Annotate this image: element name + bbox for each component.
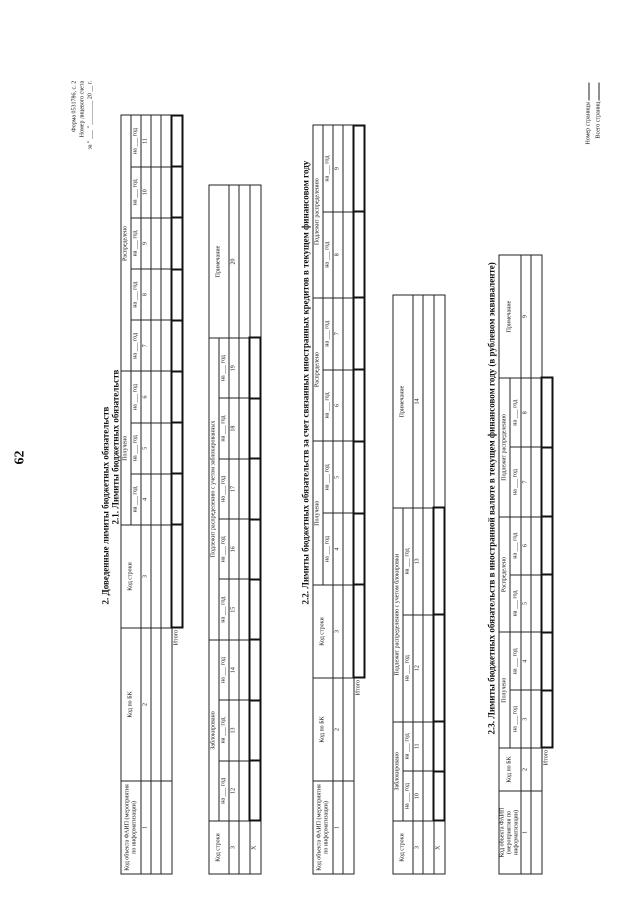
input-cell[interactable] — [531, 447, 542, 516]
page-label: Номер страницы — [585, 101, 592, 145]
input-cell[interactable] — [151, 320, 161, 371]
th-row: Код строки — [393, 821, 413, 874]
th-received: Получено — [121, 371, 131, 525]
col-num: 20 — [229, 185, 239, 338]
th-year: на ___ год — [131, 423, 141, 474]
total-label: Итого — [173, 630, 180, 646]
input-cell[interactable] — [542, 517, 553, 575]
input-cell[interactable] — [343, 585, 354, 678]
table-row — [423, 295, 434, 874]
input-cell[interactable] — [250, 640, 261, 700]
input-cell[interactable] — [172, 525, 183, 628]
input-cell[interactable] — [250, 519, 261, 579]
th-year: на ___ год — [323, 212, 333, 298]
col-num: 1 — [333, 781, 343, 874]
col-num: 8 — [521, 378, 531, 447]
input-cell[interactable] — [354, 298, 365, 370]
input-cell[interactable] — [250, 338, 261, 398]
input-cell[interactable] — [434, 771, 445, 821]
section2-title: 2. Доведенные лимиты бюджетных обязательств — [100, 406, 111, 605]
th-year: на ___ год — [323, 126, 333, 212]
input-cell[interactable] — [151, 218, 161, 269]
input-cell[interactable] — [161, 167, 172, 218]
col-num: 5 — [333, 441, 343, 513]
input-cell[interactable] — [239, 761, 250, 821]
input-cell[interactable] — [434, 295, 445, 508]
th-kbk: Код по БК — [313, 678, 333, 781]
col-num: 4 — [141, 474, 151, 525]
col-num: 12 — [413, 615, 423, 722]
input-cell[interactable] — [542, 447, 553, 516]
col-num: 3 — [229, 821, 239, 874]
col-num: 5 — [141, 423, 151, 474]
th-year: на ___ год — [219, 459, 229, 519]
input-cell[interactable] — [161, 525, 172, 628]
col-num: 11 — [141, 116, 151, 167]
th-year: на ___ год — [131, 218, 141, 269]
th-year: на ___ год — [510, 517, 521, 575]
input-cell[interactable] — [354, 441, 365, 513]
col-num: 1 — [141, 781, 151, 874]
col-num: 8 — [141, 269, 151, 320]
input-cell[interactable] — [423, 295, 434, 508]
th-year: на ___ год — [131, 474, 141, 525]
th-kbk: Код по БК — [121, 628, 141, 781]
input-cell[interactable] — [423, 771, 434, 821]
th-blocked: Заблокировано — [209, 640, 219, 821]
th-distribution: Распределено — [121, 116, 131, 372]
th-year: на ___ год — [131, 371, 141, 422]
input-cell[interactable] — [343, 126, 354, 212]
input-cell[interactable] — [423, 508, 434, 615]
input-cell[interactable] — [250, 459, 261, 519]
col-num: 14 — [413, 295, 423, 508]
th-year: на ___ год — [510, 575, 521, 633]
x-mark: X — [434, 821, 445, 874]
th-received: Получено — [499, 632, 510, 748]
input-cell[interactable] — [434, 615, 445, 722]
table-row — [531, 255, 542, 874]
input-cell[interactable] — [250, 398, 261, 458]
input-cell[interactable] — [172, 320, 183, 371]
th-subject-distr: Подлежит распределению — [313, 126, 323, 298]
input-cell[interactable] — [531, 791, 542, 874]
col-num: 2 — [141, 628, 151, 781]
input-cell[interactable] — [531, 255, 542, 378]
input-cell[interactable] — [161, 269, 172, 320]
input-cell[interactable] — [239, 519, 250, 579]
input-cell[interactable] — [151, 371, 161, 422]
input-cell[interactable] — [531, 690, 542, 748]
th-year: на ___ год — [403, 508, 413, 615]
section22-title: 2.2. Лимиты бюджетных обязательств за счет связанных иностранных кредитов в текущем финансовом году — [300, 160, 311, 605]
table-2-3 — [499, 255, 554, 875]
col-num: 9 — [333, 126, 343, 212]
th-year: на ___ год — [323, 513, 333, 585]
col-num: 4 — [521, 632, 531, 690]
input-cell[interactable] — [343, 298, 354, 370]
th-year: на ___ год — [403, 615, 413, 722]
input-cell[interactable] — [239, 338, 250, 398]
total-pages-field[interactable] — [593, 82, 600, 100]
col-num: 6 — [141, 371, 151, 422]
input-cell[interactable] — [151, 781, 161, 874]
input-cell[interactable] — [172, 474, 183, 525]
th-year: на ___ год — [219, 338, 229, 398]
table-2-2 — [313, 125, 366, 875]
input-cell[interactable] — [354, 370, 365, 442]
input-cell[interactable] — [423, 615, 434, 722]
table-row — [343, 126, 354, 875]
input-cell[interactable] — [239, 700, 250, 760]
th-distribution: Распределено — [499, 517, 510, 633]
input-cell[interactable] — [161, 371, 172, 422]
total-row — [542, 255, 553, 874]
table-row — [151, 116, 161, 875]
th-year: на ___ год — [131, 167, 141, 218]
table-row — [161, 116, 172, 875]
input-cell[interactable] — [151, 628, 161, 781]
th-row: Код строки — [121, 525, 141, 628]
table-2-1 — [121, 115, 184, 875]
input-cell[interactable] — [250, 761, 261, 821]
account-label: Номер лицевого счета — [79, 80, 86, 138]
input-cell[interactable] — [172, 371, 183, 422]
th-year: на ___ год — [219, 761, 229, 821]
input-cell[interactable] — [250, 700, 261, 760]
input-cell[interactable] — [161, 218, 172, 269]
th-year: на ___ год — [323, 441, 333, 513]
input-cell[interactable] — [531, 378, 542, 447]
th-year: на ___ год — [131, 320, 141, 371]
page-number: 62 — [12, 450, 28, 465]
input-cell[interactable] — [343, 513, 354, 585]
col-num: 7 — [141, 320, 151, 371]
input-cell[interactable] — [161, 423, 172, 474]
col-num: 3 — [333, 585, 343, 678]
date-for: за " ___ " ________ 20 __ г. — [87, 80, 94, 150]
input-cell[interactable] — [161, 116, 172, 167]
col-num: 11 — [413, 722, 423, 772]
x-mark: X — [250, 821, 261, 874]
input-cell[interactable] — [343, 781, 354, 874]
input-cell[interactable] — [172, 167, 183, 218]
th-year: на ___ год — [510, 690, 521, 748]
input-cell[interactable] — [354, 513, 365, 585]
input-cell[interactable] — [343, 212, 354, 298]
input-cell[interactable] — [434, 722, 445, 772]
col-num: 9 — [141, 218, 151, 269]
input-cell[interactable] — [354, 585, 365, 678]
th-year: на ___ год — [131, 269, 141, 320]
col-num: 13 — [229, 700, 239, 760]
table-row — [239, 185, 250, 874]
th-note: Примечание — [209, 185, 229, 338]
th-year: на ___ год — [323, 370, 333, 442]
col-num: 6 — [333, 370, 343, 442]
col-num: 17 — [229, 459, 239, 519]
input-cell[interactable] — [239, 185, 250, 338]
col-num: 2 — [333, 678, 343, 781]
input-cell[interactable] — [151, 116, 161, 167]
th-year: на ___ год — [131, 116, 141, 167]
col-num: 16 — [229, 519, 239, 579]
col-num: 4 — [333, 513, 343, 585]
input-cell[interactable] — [354, 126, 365, 212]
col-num: 6 — [521, 517, 531, 575]
th-subject: Подлежит распределению с учетом заблокированных — [209, 338, 219, 640]
th-year: на ___ год — [323, 298, 333, 370]
page-counter — [583, 82, 603, 144]
th-year: на ___ год — [510, 632, 521, 690]
input-cell[interactable] — [423, 821, 434, 874]
input-cell[interactable] — [250, 185, 261, 338]
table-2-1-lower — [209, 185, 262, 875]
col-num: 3 — [141, 525, 151, 628]
input-cell[interactable] — [161, 320, 172, 371]
input-cell[interactable] — [172, 269, 183, 320]
col-num: 5 — [521, 575, 531, 633]
th-year: на ___ год — [219, 519, 229, 579]
form-meta — [71, 81, 95, 150]
col-num: 8 — [333, 212, 343, 298]
input-cell[interactable] — [239, 580, 250, 640]
total-label: Итого — [355, 680, 362, 696]
total-row — [354, 126, 365, 875]
col-num: 15 — [229, 580, 239, 640]
th-year: на ___ год — [219, 640, 229, 700]
input-cell[interactable] — [151, 167, 161, 218]
input-cell[interactable] — [423, 722, 434, 772]
input-cell[interactable] — [250, 580, 261, 640]
input-cell[interactable] — [531, 748, 542, 791]
input-cell[interactable] — [239, 459, 250, 519]
input-cell[interactable] — [239, 398, 250, 458]
th-distribution: Распределено — [313, 298, 323, 442]
input-cell[interactable] — [531, 632, 542, 690]
th-subject: Подлежит распределению с учетом блокировки — [393, 508, 403, 722]
input-cell[interactable] — [354, 212, 365, 298]
table-row — [434, 295, 445, 874]
input-cell[interactable] — [161, 781, 172, 874]
input-cell[interactable] — [542, 575, 553, 633]
col-num: 3 — [521, 690, 531, 748]
col-num: 2 — [521, 748, 531, 791]
th-received: Получено — [313, 441, 323, 585]
input-cell[interactable] — [172, 116, 183, 167]
col-num: 13 — [413, 508, 423, 615]
input-cell[interactable] — [151, 423, 161, 474]
th-year: на ___ год — [219, 580, 229, 640]
input-cell[interactable] — [161, 628, 172, 781]
col-num: 18 — [229, 398, 239, 458]
th-blocked: Заблокировано — [393, 722, 403, 821]
table-2-2-lower — [393, 295, 446, 875]
input-cell[interactable] — [151, 525, 161, 628]
input-cell[interactable] — [531, 575, 542, 633]
th-object: Код объекта ФАИП (мероприятия по информатизации) — [313, 781, 333, 874]
input-cell[interactable] — [172, 423, 183, 474]
col-num: 3 — [413, 821, 423, 874]
table-row — [250, 185, 261, 874]
section23-title: 2.3. Лимиты бюджетных обязательств в иностранной валюте в текущем финансовом году (в рублевом эквиваленте) — [486, 262, 497, 735]
col-num: 1 — [521, 791, 531, 874]
th-note: Примечание — [393, 295, 413, 508]
input-cell[interactable] — [343, 370, 354, 442]
input-cell[interactable] — [531, 517, 542, 575]
th-year: на ___ год — [403, 722, 413, 772]
input-cell[interactable] — [151, 269, 161, 320]
col-num: 14 — [229, 640, 239, 700]
th-note: Примечание — [499, 255, 521, 378]
col-num: 9 — [521, 255, 531, 378]
section21-title: 2.1. Лимиты бюджетных обязательств — [110, 369, 121, 525]
empty-cell — [542, 255, 553, 378]
col-num: 10 — [141, 167, 151, 218]
col-num: 12 — [229, 761, 239, 821]
input-cell[interactable] — [172, 218, 183, 269]
th-row: Код строки — [313, 585, 333, 678]
page-number-field[interactable] — [583, 82, 590, 100]
col-num: 7 — [521, 447, 531, 516]
th-row: Код строки — [209, 821, 229, 874]
total-row — [172, 116, 183, 875]
input-cell[interactable] — [542, 378, 553, 447]
th-year: на ___ год — [219, 398, 229, 458]
input-cell[interactable] — [161, 474, 172, 525]
input-cell[interactable] — [239, 640, 250, 700]
input-cell[interactable] — [542, 632, 553, 690]
input-cell[interactable] — [542, 690, 553, 748]
input-cell[interactable] — [343, 441, 354, 513]
th-year: на ___ год — [219, 700, 229, 760]
form-code: Форма 0531786, с. 2 — [71, 80, 78, 133]
col-num: 10 — [413, 771, 423, 821]
input-cell[interactable] — [151, 474, 161, 525]
input-cell[interactable] — [434, 508, 445, 615]
input-cell[interactable] — [239, 821, 250, 874]
col-num: 19 — [229, 338, 239, 398]
th-year: на ___ год — [510, 447, 521, 516]
th-subject-distr: Подлежит распределению — [499, 378, 510, 517]
th-object: Код объекта ФАИП (мероприятия по информатизации) — [499, 791, 521, 874]
col-num: 7 — [333, 298, 343, 370]
th-kbk: Код по БК — [499, 748, 521, 791]
th-year: на ___ год — [403, 771, 413, 821]
pages-label: Всего страниц — [595, 101, 602, 139]
th-object: Код объекта ФАИП (мероприятия по информатизации) — [121, 781, 141, 874]
input-cell[interactable] — [343, 678, 354, 781]
th-year: на ___ год — [510, 378, 521, 447]
rotated-form-sheet — [1, 0, 640, 905]
total-label: Итого — [543, 750, 550, 766]
